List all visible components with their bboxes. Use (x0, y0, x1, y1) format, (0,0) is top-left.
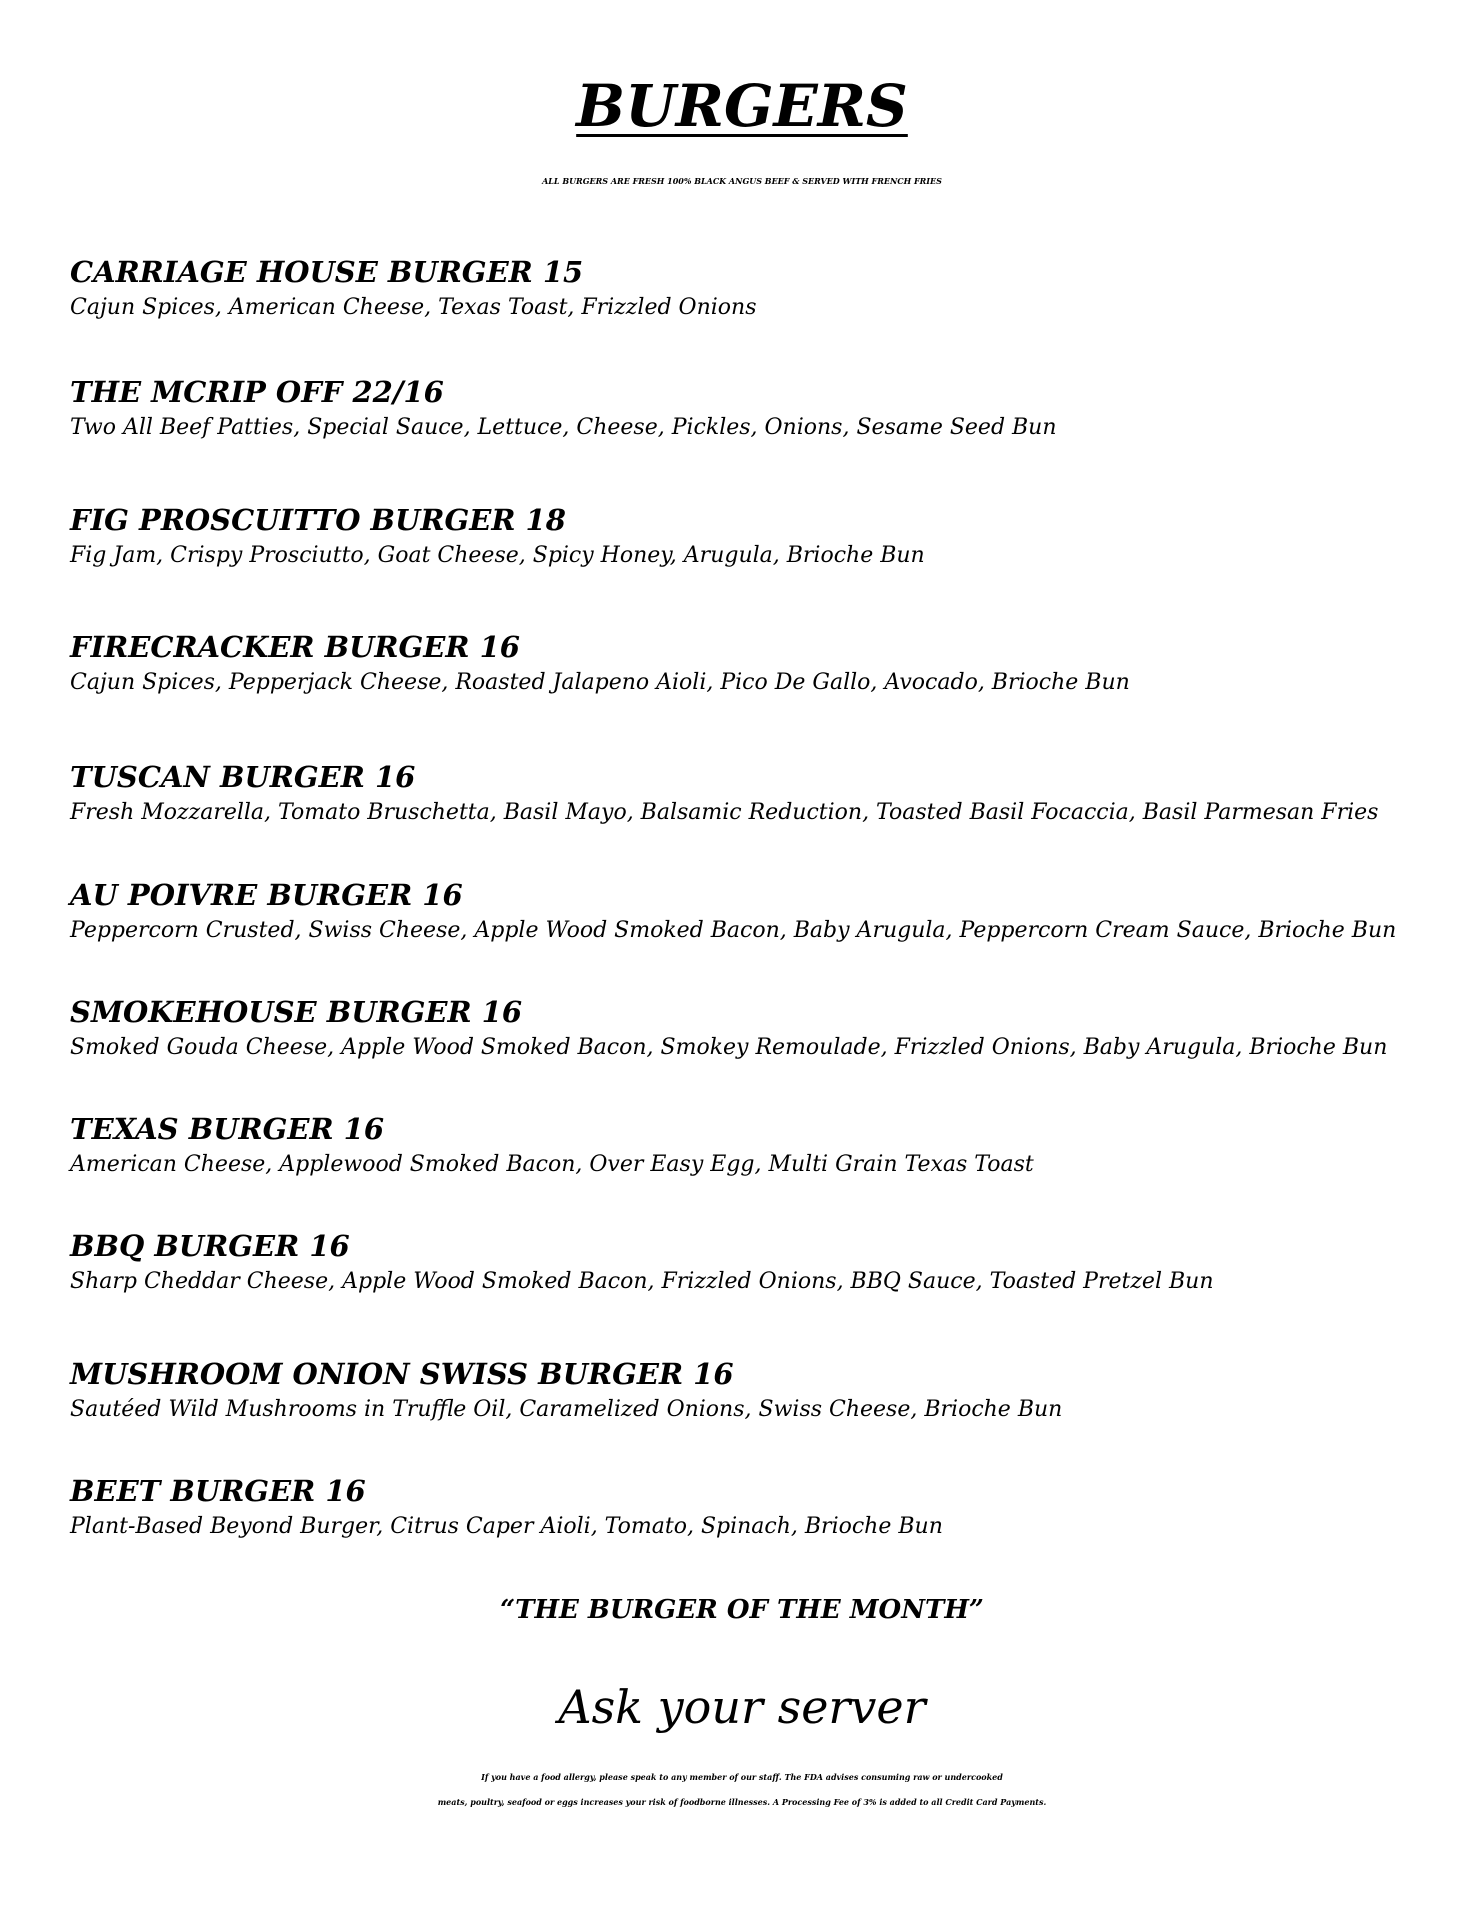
menu-item (70, 630, 1450, 698)
menu-item-name: FIRECRACKER BURGER 16 (70, 630, 520, 664)
menu-item-description: Cajun Spices, Pepperjack Cheese, Roasted Jalapeno Aioli, Pico De Gallo, Avocado, Brioche Bun (70, 670, 1130, 695)
menu-item (70, 1112, 1450, 1180)
menu-item (70, 503, 1450, 571)
menu-item-name: BBQ BURGER 16 (70, 1229, 350, 1263)
menu-item-description: Fresh Mozzarella, Tomato Bruschetta, Basil Mayo, Balsamic Reduction, Toasted Basil Focaccia, Basil Parmesan Fries (70, 800, 1379, 825)
menu-item-name: THE MCRIP OFF 22/16 (70, 375, 444, 409)
menu-item-name: AU POIVRE BURGER 16 (70, 878, 463, 912)
menu-item (70, 1357, 1450, 1425)
menu-item-name: BEET BURGER 16 (70, 1474, 366, 1508)
menu-item-description: Sautéed Wild Mushrooms in Truffle Oil, Caramelized Onions, Swiss Cheese, Brioche Bun (70, 1397, 1063, 1422)
menu-item (70, 760, 1450, 828)
menu-item-name: FIG PROSCUITTO BURGER 18 (70, 503, 566, 537)
menu-item-description: Sharp Cheddar Cheese, Apple Wood Smoked Bacon, Frizzled Onions, BBQ Sauce, Toasted Pretzel Bun (70, 1269, 1214, 1294)
disclaimer-line: If you have a food allergy, please speak to any member of our staff. The FDA advises consuming raw or undercooked (481, 1772, 1003, 1782)
menu-item-description: Plant-Based Beyond Burger, Citrus Caper Aioli, Tomato, Spinach, Brioche Bun (70, 1514, 943, 1539)
menu-item-description: Fig Jam, Crispy Prosciutto, Goat Cheese, Spicy Honey, Arugula, Brioche Bun (70, 543, 925, 568)
menu-item-name: CARRIAGE HOUSE BURGER 15 (70, 255, 584, 289)
menu-item-description: Peppercorn Crusted, Swiss Cheese, Apple Wood Smoked Bacon, Baby Arugula, Peppercorn Cream Sauce, Brioche Bun (70, 918, 1397, 943)
menu-item-description: Cajun Spices, American Cheese, Texas Toast, Frizzled Onions (70, 295, 757, 320)
burger-of-the-month-heading: “THE BURGER OF THE MONTH” (500, 1595, 984, 1625)
menu-item-name: MUSHROOM ONION SWISS BURGER 16 (70, 1357, 734, 1391)
menu-item-name: SMOKEHOUSE BURGER 16 (70, 995, 523, 1029)
menu-item (70, 255, 1450, 323)
disclaimer-line: meats, poultry, seafood or eggs increases your risk of foodborne illnesses. A Processing Fee of 3% is added to all Credit Card Payments. (437, 1797, 1047, 1807)
menu-item (70, 375, 1450, 443)
menu-item (70, 1229, 1450, 1297)
menu-item-description: Two All Beef Patties, Special Sauce, Lettuce, Cheese, Pickles, Onions, Sesame Seed Bun (70, 415, 1057, 440)
page-subtitle: ALL BURGERS ARE FRESH 100% BLACK ANGUS BEEF & SERVED WITH FRENCH FRIES (542, 176, 942, 186)
ask-your-server-text: Ask your server (558, 1680, 926, 1734)
page-title: BURGERS (576, 72, 908, 140)
menu-item-name: TUSCAN BURGER 16 (70, 760, 416, 794)
menu-item (70, 878, 1450, 946)
allergy-disclaimer (0, 1765, 1484, 1815)
menu-item (70, 995, 1450, 1063)
menu-item-description: Smoked Gouda Cheese, Apple Wood Smoked Bacon, Smokey Remoulade, Frizzled Onions, Baby Arugula, Brioche Bun (70, 1035, 1388, 1060)
menu-item-description: American Cheese, Applewood Smoked Bacon, Over Easy Egg, Multi Grain Texas Toast (70, 1152, 1034, 1177)
menu-item (70, 1474, 1450, 1542)
menu-item-name: TEXAS BURGER 16 (70, 1112, 385, 1146)
